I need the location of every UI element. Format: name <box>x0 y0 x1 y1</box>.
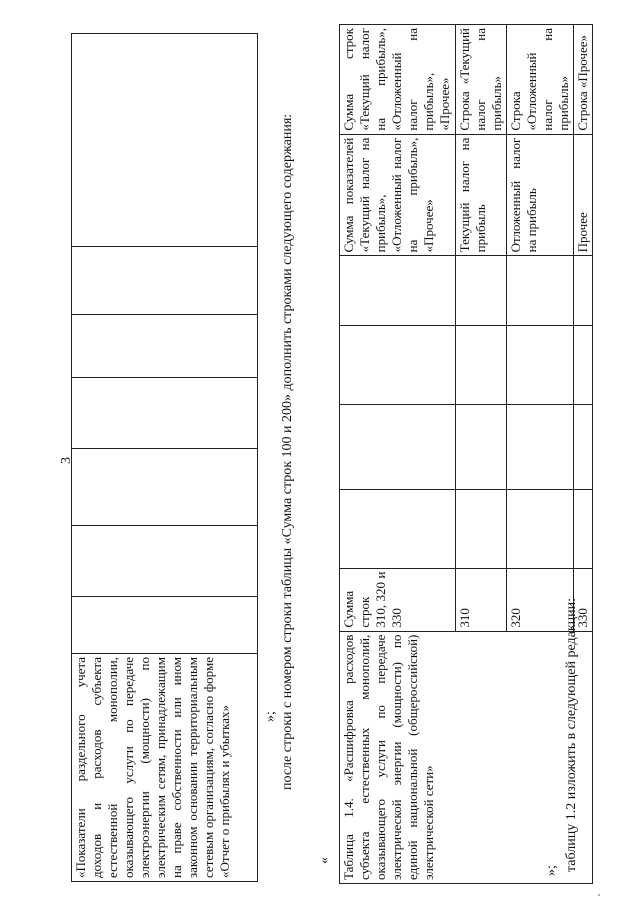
empty-cell <box>456 326 507 405</box>
empty-cell <box>72 247 258 315</box>
empty-cell <box>507 404 574 489</box>
empty-cell <box>340 489 456 568</box>
empty-cell <box>507 326 574 405</box>
empty-cell <box>574 256 593 326</box>
empty-cell <box>456 404 507 489</box>
opening-quote: « <box>317 857 332 864</box>
empty-cell <box>574 326 593 405</box>
empty-cell <box>72 526 258 597</box>
empty-cell <box>456 489 507 568</box>
row-formula-cell: Сумма строк «Текущий налог на прибыль», «Отложенный налог на прибыль», «Прочее» <box>340 25 456 135</box>
instruction-paragraph: после строки с номером строки таблицы «Сумма строк 100 и 200» дополнить строками следующего содержания: <box>280 113 295 790</box>
row-code-cell: 330 <box>574 568 593 631</box>
row-code-cell: Сумма строк 310, 320 и 330 <box>340 568 456 631</box>
closing-quote: »; <box>544 865 559 876</box>
empty-cell <box>340 404 456 489</box>
empty-cell <box>340 326 456 405</box>
indicators-cell: «Показатели раздельного учета доходов и расходов субъекта естественной монополии, оказывающего услуги по передаче электроэнергии (мощности) по электрическим сетям, принадлежащим на праве собственности или ином законном основании территориальным сетевым организациям, согласно форме «Отчет о прибылях и убытках» <box>72 654 258 882</box>
empty-cell <box>574 404 593 489</box>
empty-cell <box>507 489 574 568</box>
empty-cell <box>72 34 258 247</box>
instruction-paragraph: таблицу 1.2 изложить в следующей редакции: <box>564 597 579 872</box>
empty-cell <box>72 378 258 449</box>
empty-cell <box>456 256 507 326</box>
row-name-cell: Текущий налог на прибыль <box>456 134 507 256</box>
page-number: 3 <box>59 457 74 464</box>
row-formula-cell: Строка «Прочее» <box>574 25 593 135</box>
row-name-cell: Прочее <box>574 134 593 256</box>
row-name-cell: Отложенный налог на прибыль <box>507 134 574 256</box>
closing-quote: »; <box>263 711 278 722</box>
row-formula-cell: Строка «Текущий налог на прибыль» <box>456 25 507 135</box>
empty-cell <box>72 449 258 526</box>
rotated-document-page <box>1 24 640 904</box>
row-name-cell: Сумма показателей «Текущий налог на прибыль», «Отложенный налог на прибыль», «Прочее» <box>340 134 456 256</box>
expenses-breakdown-table <box>339 24 593 884</box>
row-code-cell: 310 <box>456 568 507 631</box>
empty-cell <box>72 597 258 654</box>
empty-cell <box>507 256 574 326</box>
table-title-cell: Таблица 1.4. «Расшифровка расходов субъекта естественных монополий, оказывающего услуги по передаче электрической энергии (мощности) по единой национальной (общероссийской) электрической сети» <box>340 631 593 883</box>
empty-cell <box>340 256 456 326</box>
empty-cell <box>72 315 258 378</box>
empty-cell <box>574 489 593 568</box>
row-code-cell: 320 <box>507 568 574 631</box>
row-formula-cell: Строка «Отложенный налог на прибыль» <box>507 25 574 135</box>
scan-speck <box>598 894 600 896</box>
indicators-table <box>71 33 258 882</box>
